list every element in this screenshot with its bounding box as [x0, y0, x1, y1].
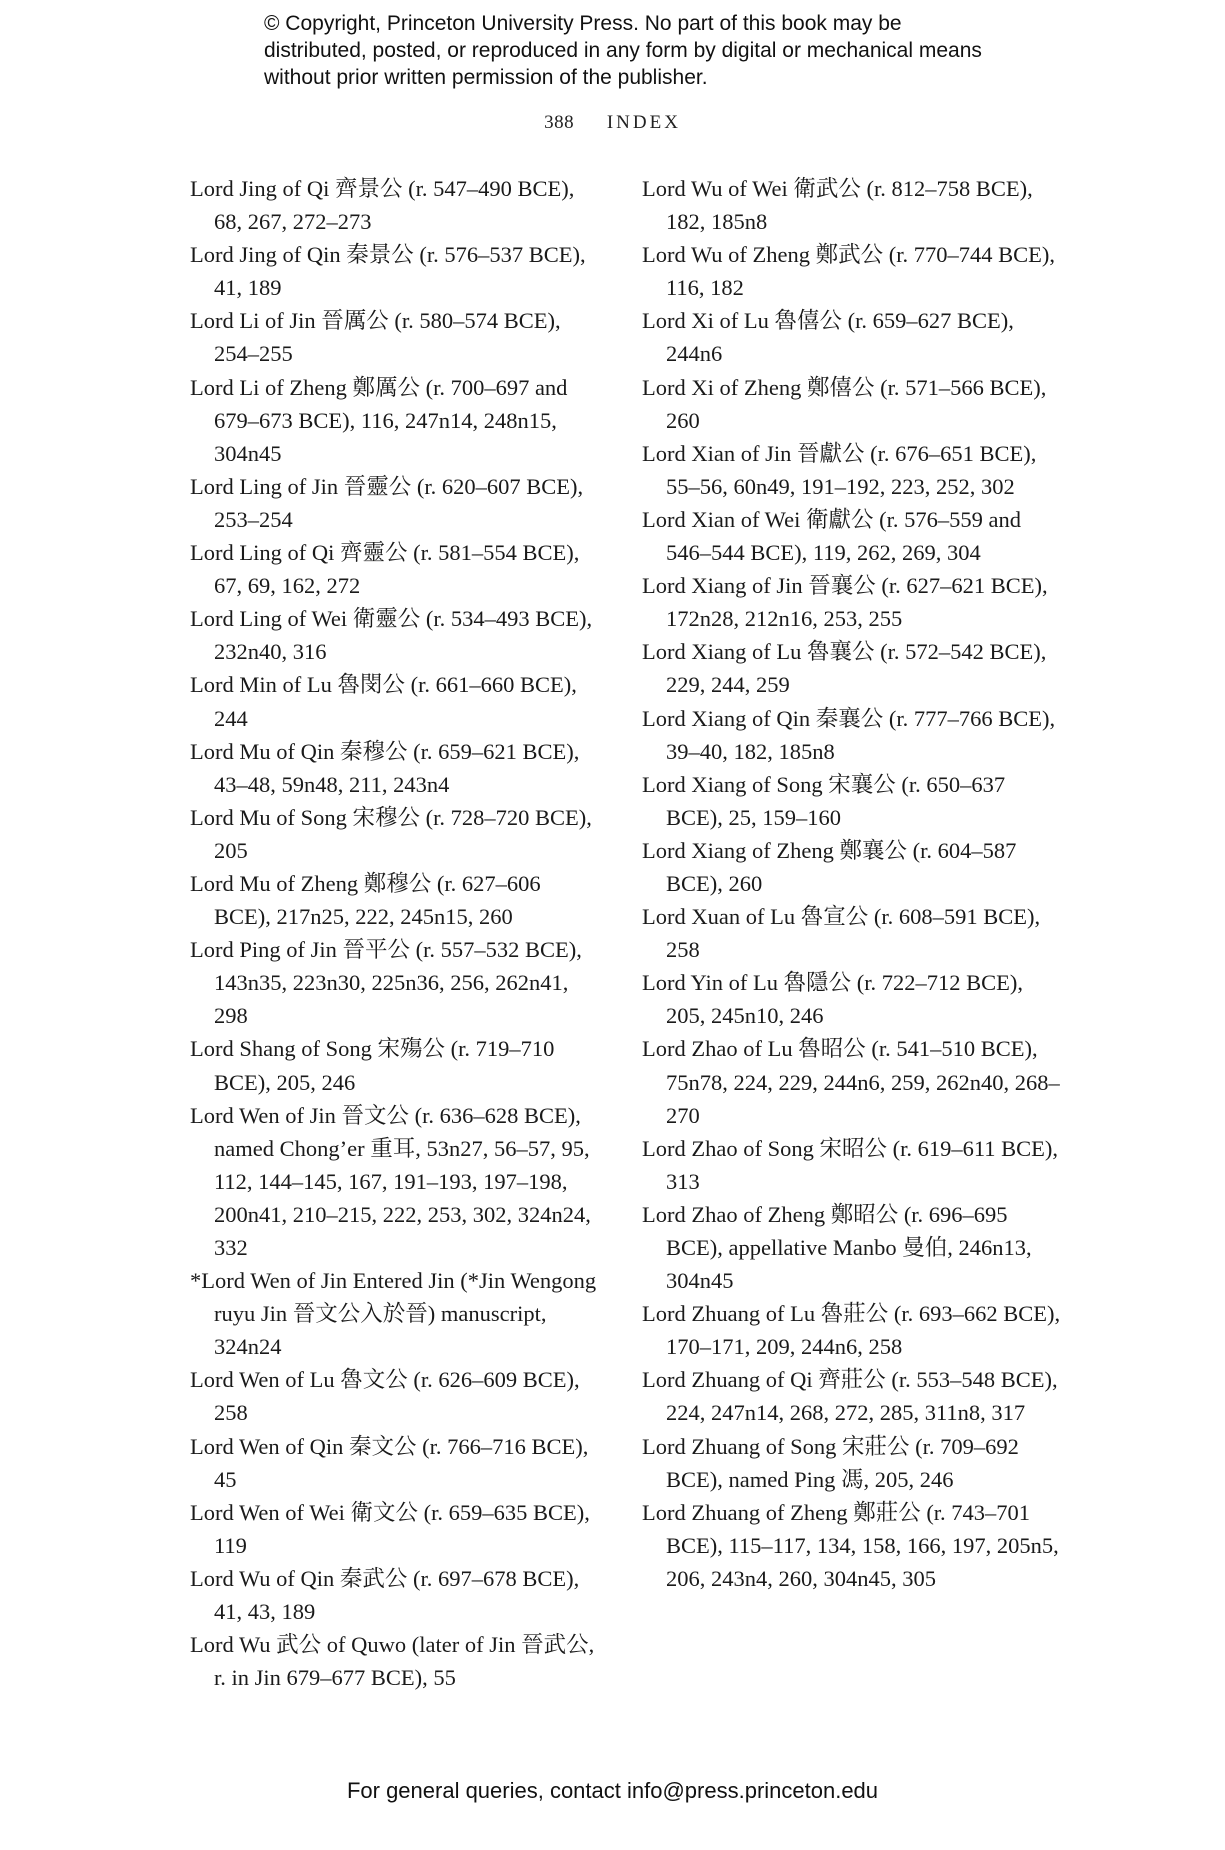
- index-entry: Lord Xian of Wei 衛獻公 (r. 576–559 and 546–544 BCE), 119, 262, 269, 304: [642, 506, 1021, 566]
- page-number: 388: [544, 112, 575, 133]
- index-entry: Lord Xi of Zheng 鄭僖公 (r. 571–566 BCE), 260: [642, 374, 1047, 433]
- index-entry: Lord Ling of Qi 齊靈公 (r. 581–554 BCE), 67, 69, 162, 272: [190, 540, 580, 599]
- index-entry: Lord Zhao of Lu 魯昭公 (r. 541–510 BCE), 75n78, 224, 229, 244n6, 259, 262n40, 268–270: [642, 1036, 1060, 1128]
- footer-contact: For general queries, contact info@press.princeton.edu: [346, 1778, 879, 1803]
- index-entry: Lord Wu 武公 of Quwo (later of Jin 晉武公, r. in Jin 679–677 BCE), 55: [190, 1632, 595, 1691]
- index-entry: Lord Jing of Qin 秦景公 (r. 576–537 BCE), 41, 189: [190, 242, 586, 301]
- index-entry: *Lord Wen of Jin Entered Jin (*Jin Wengong ruyu Jin 晉文公入於晉) manuscript, 324n24: [190, 1268, 597, 1360]
- index-entry: Lord Wen of Qin 秦文公 (r. 766–716 BCE), 45: [190, 1433, 589, 1492]
- index-entry: Lord Zhao of Song 宋昭公 (r. 619–611 BCE), 313: [642, 1135, 1059, 1194]
- index-entry: Lord Mu of Song 宋穆公 (r. 728–720 BCE), 205: [190, 804, 592, 863]
- index-entry: Lord Ling of Wei 衛靈公 (r. 534–493 BCE), 232n40, 316: [190, 606, 593, 665]
- index-entry: Lord Wu of Zheng 鄭武公 (r. 770–744 BCE), 116, 182: [642, 242, 1056, 301]
- index-entry: Lord Wen of Lu 魯文公 (r. 626–609 BCE), 258: [190, 1367, 580, 1426]
- section-title: INDEX: [606, 112, 681, 133]
- copyright-notice: © Copyright, Princeton University Press. No part of this book may be distributed, posted, or reproduced in any form by digital or mechanical means without prior written permission of the publisher.: [264, 12, 982, 89]
- index-column-right: [642, 172, 1062, 1595]
- index-entry: Lord Li of Zheng 鄭厲公 (r. 700–697 and 679–673 BCE), 116, 247n14, 248n15, 304n45: [190, 374, 568, 466]
- index-entry: Lord Yin of Lu 魯隱公 (r. 722–712 BCE), 205, 245n10, 246: [642, 970, 1024, 1029]
- index-entry: Lord Jing of Qi 齊景公 (r. 547–490 BCE), 68, 267, 272–273: [190, 176, 575, 235]
- index-entry: Lord Xiang of Lu 魯襄公 (r. 572–542 BCE), 229, 244, 259: [642, 639, 1047, 698]
- index-entry: Lord Zhao of Zheng 鄭昭公 (r. 696–695 BCE), appellative Manbo 曼伯, 246n13, 304n45: [642, 1201, 1032, 1294]
- index-entry: Lord Xiang of Qin 秦襄公 (r. 777–766 BCE), 39–40, 182, 185n8: [642, 705, 1056, 764]
- index-entry: Lord Xuan of Lu 魯宣公 (r. 608–591 BCE), 258: [642, 904, 1041, 963]
- running-head: [0, 112, 1225, 134]
- index-entry: Lord Xiang of Song 宋襄公 (r. 650–637 BCE), 25, 159–160: [642, 771, 1006, 830]
- index-entry: Lord Zhuang of Zheng 鄭莊公 (r. 743–701 BCE), 115–117, 134, 158, 166, 197, 205n5, 206, 243n4, 260, 304n45, 305: [642, 1499, 1059, 1591]
- index-entry: Lord Wen of Jin 晉文公 (r. 636–628 BCE), named Chong’er 重耳, 53n27, 56–57, 95, 112, 144–145, 167, 191–193, 197–198, 200n41, 210–215, 222, 253, 302, 324n24, 332: [190, 1102, 591, 1260]
- index-entry: Lord Xi of Lu 魯僖公 (r. 659–627 BCE), 244n6: [642, 308, 1014, 367]
- index-entry: Lord Li of Jin 晉厲公 (r. 580–574 BCE), 254–255: [190, 308, 561, 367]
- index-column-left: [190, 172, 600, 1694]
- index-entry: Lord Xian of Jin 晉獻公 (r. 676–651 BCE), 55–56, 60n49, 191–192, 223, 252, 302: [642, 440, 1037, 499]
- index-entry: Lord Wu of Wei 衛武公 (r. 812–758 BCE), 182, 185n8: [642, 176, 1033, 235]
- index-entry: Lord Wu of Qin 秦武公 (r. 697–678 BCE), 41, 43, 189: [190, 1565, 580, 1625]
- index-entry: Lord Ping of Jin 晉平公 (r. 557–532 BCE), 143n35, 223n30, 225n36, 256, 262n41, 298: [190, 937, 582, 1029]
- index-entry: Lord Min of Lu 魯閔公 (r. 661–660 BCE), 244: [190, 672, 577, 731]
- index-entry: Lord Zhuang of Lu 魯莊公 (r. 693–662 BCE), 170–171, 209, 244n6, 258: [642, 1301, 1061, 1360]
- index-entry: Lord Mu of Zheng 鄭穆公 (r. 627–606 BCE), 217n25, 222, 245n15, 260: [190, 870, 541, 930]
- index-entry: Lord Ling of Jin 晉靈公 (r. 620–607 BCE), 253–254: [190, 473, 584, 532]
- index-entry: Lord Shang of Song 宋殤公 (r. 719–710 BCE), 205, 246: [190, 1036, 555, 1095]
- index-entry: Lord Zhuang of Song 宋莊公 (r. 709–692 BCE), named Ping 馮, 205, 246: [642, 1433, 1019, 1492]
- index-entry: Lord Zhuang of Qi 齊莊公 (r. 553–548 BCE), 224, 247n14, 268, 272, 285, 311n8, 317: [642, 1367, 1058, 1426]
- index-entry: Lord Xiang of Zheng 鄭襄公 (r. 604–587 BCE), 260: [642, 837, 1017, 896]
- index-entry: Lord Xiang of Jin 晉襄公 (r. 627–621 BCE), 172n28, 212n16, 253, 255: [642, 573, 1048, 632]
- index-entry: Lord Wen of Wei 衛文公 (r. 659–635 BCE), 119: [190, 1499, 590, 1558]
- index-entry: Lord Mu of Qin 秦穆公 (r. 659–621 BCE), 43–48, 59n48, 211, 243n4: [190, 738, 580, 797]
